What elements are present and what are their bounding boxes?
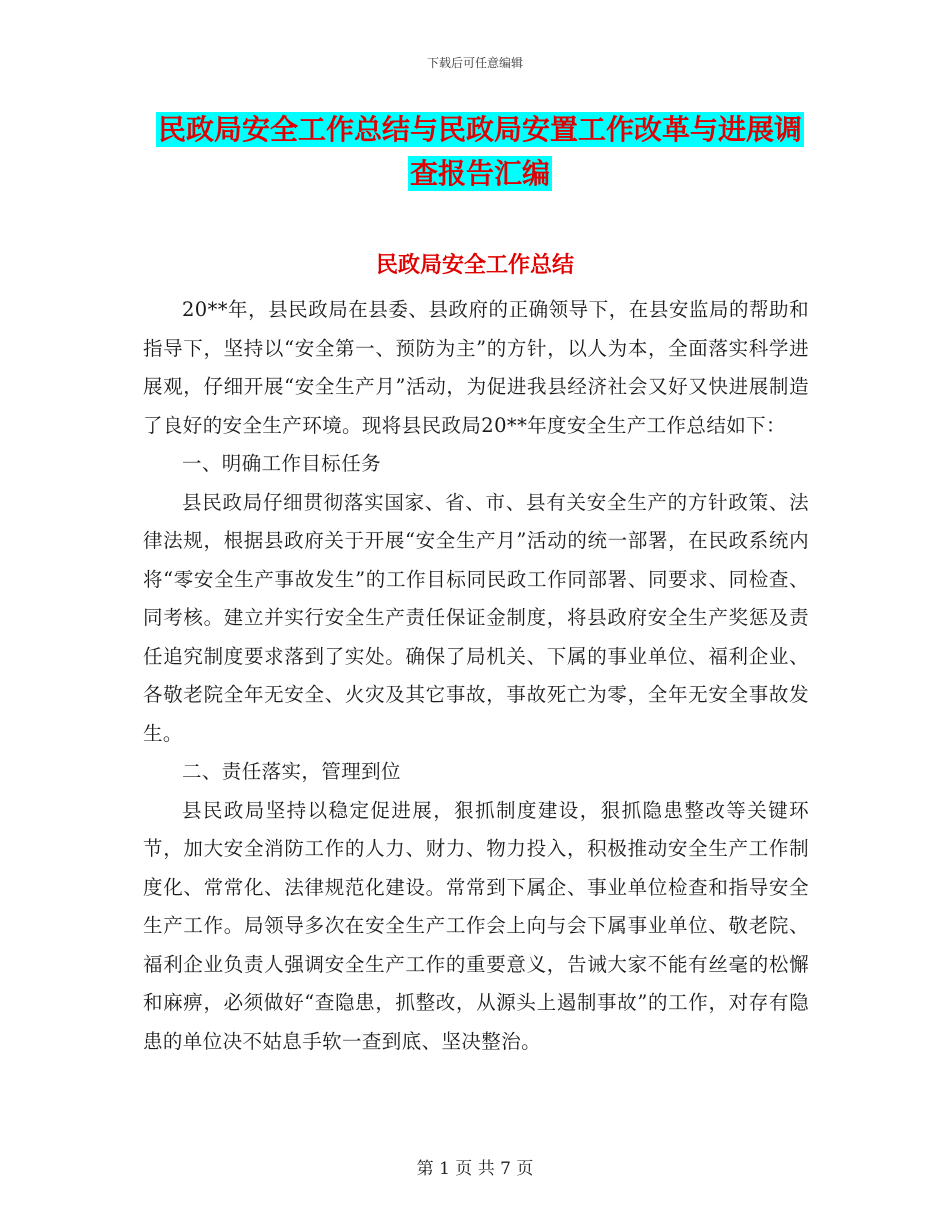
paragraph-intro: 20**年，县民政局在县委、县政府的正确领导下，在县安监局的帮助和指导下，坚持以“安全第一、预防为主”的方针，以人为本，全面落实科学进展观，仔细开展“安全生产月”活动，为促进我县经济社会又好又快进展制造了良好的安全生产环境。现将县民政局20**年度安全生产工作总结如下： (143, 298, 809, 437)
document-title (140, 108, 820, 196)
section-title: 民政局安全工作总结 (375, 253, 574, 278)
page-number: 第 1 页 共 7 页 (416, 1159, 534, 1179)
heading-1: 一、明确工作目标任务 (182, 452, 382, 475)
paragraph-2: 县民政局坚持以稳定促进展，狠抓制度建设，狠抓隐患整改等关键环节，加大安全消防工作的人力、财力、物力投入，积极推动安全生产工作制度化、常常化、法律规范化建设。常常到下属企、事业单位检查和指导安全生产工作。局领导多次在安全生产工作会上向与会下属事业单位、敬老院、福利企业负责人强调安全生产工作的重要意义，告诫大家不能有丝毫的松懈和麻痹，必须做好“查隐患，抓整改，从源头上遏制事故”的工作，对存有隐患的单位决不姑息手软一查到底、坚决整治。 (143, 798, 809, 1053)
paragraph-1: 县民政局仔细贯彻落实国家、省、市、县有关安全生产的方针政策、法律法规，根据县政府关于开展“安全生产月”活动的统一部署，在民政系统内将“零安全生产事故发生”的工作目标同民政工作同部署、同要求、同检查、同考核。建立并实行安全生产责任保证金制度，将县政府安全生产奖惩及责任追究制度要求落到了实处。确保了局机关、下属的事业单位、福利企业、各敬老院全年无安全、火灾及其它事故，事故死亡为零，全年无安全事故发生。 (143, 490, 809, 745)
document-title-line-2: 查报告汇编 (409, 157, 550, 190)
heading-2: 二、责任落实，管理到位 (182, 760, 401, 783)
header-note: 下载后可任意编辑 (426, 56, 523, 70)
document-title-line-1: 民政局安全工作总结与民政局安置工作改革与进展调 (157, 113, 802, 146)
document-body (143, 291, 809, 1061)
